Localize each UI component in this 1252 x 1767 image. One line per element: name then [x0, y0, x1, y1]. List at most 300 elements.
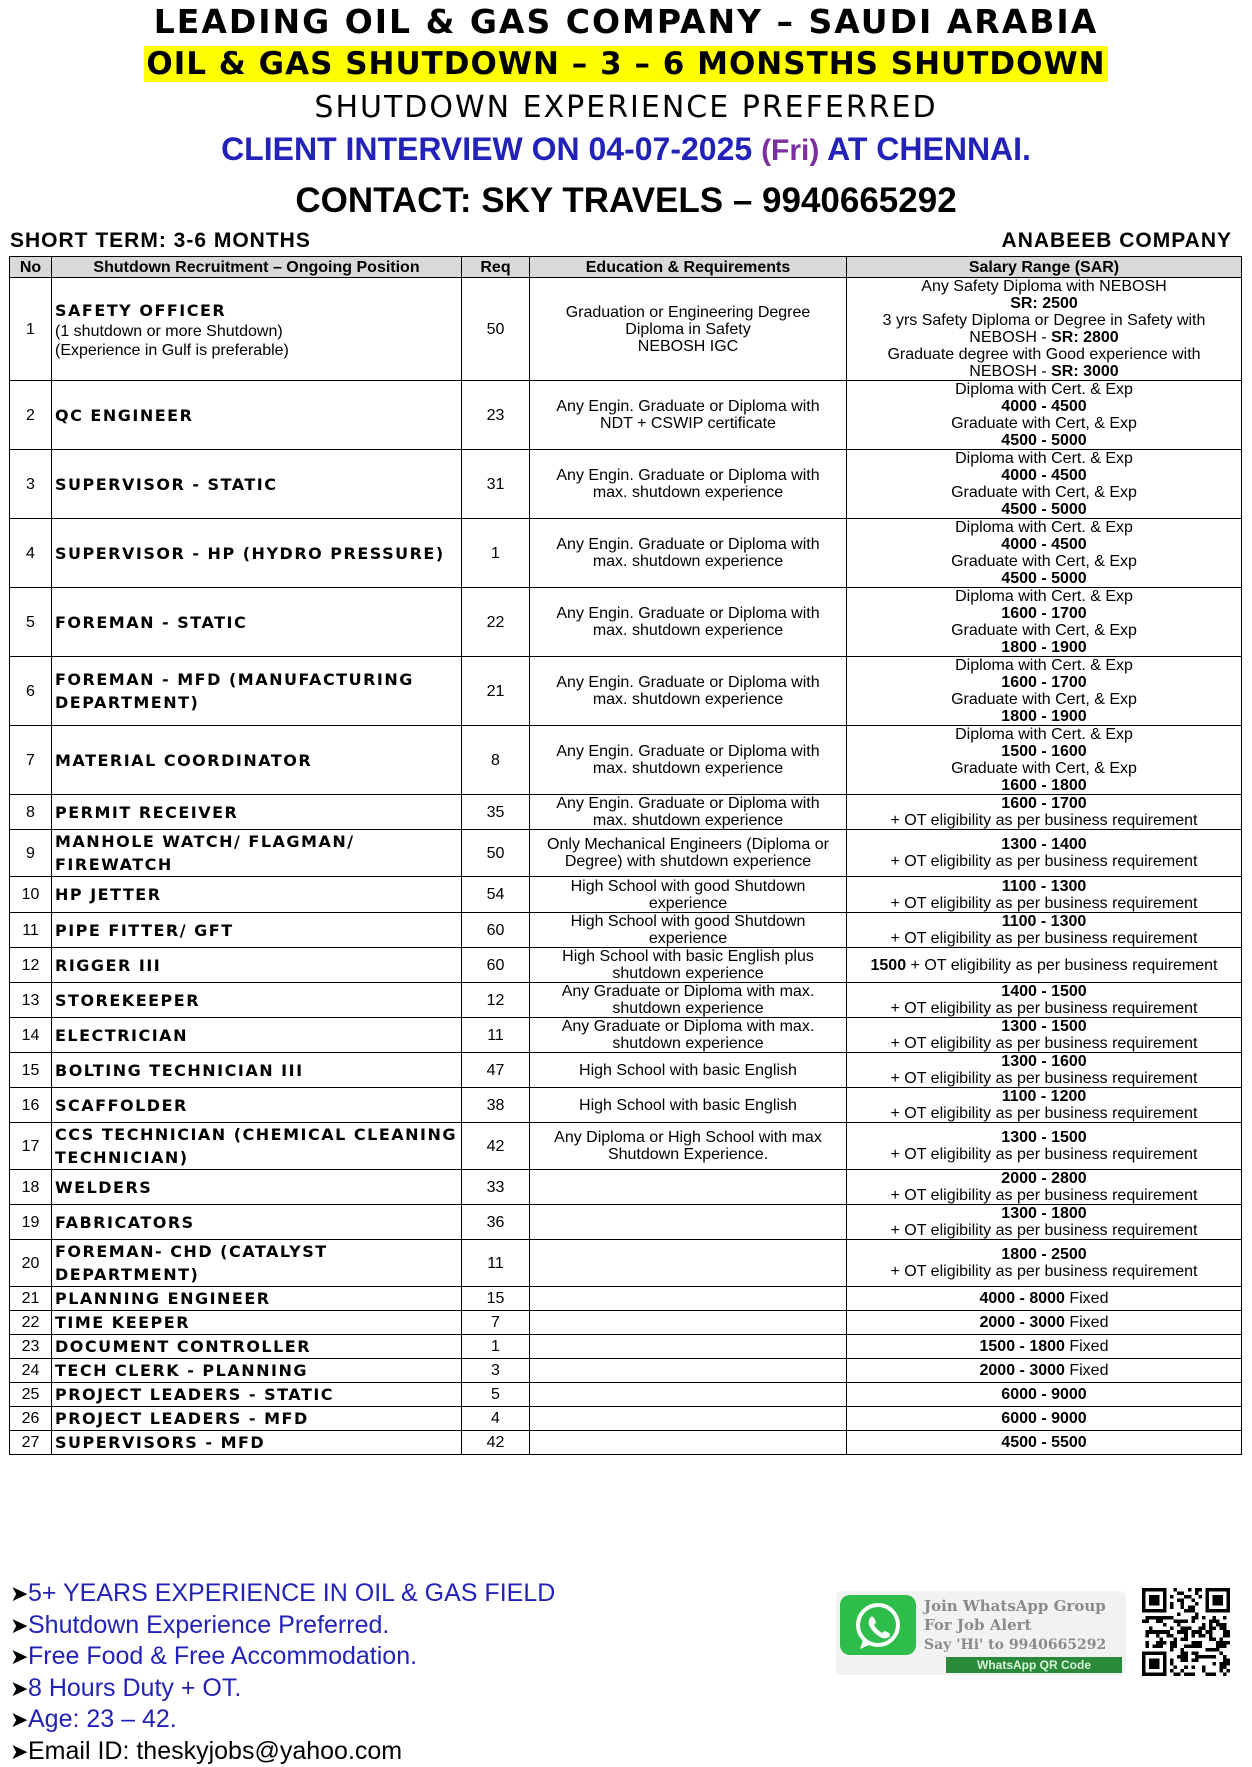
position-title: PIPE FITTER/ GFT [55, 919, 461, 942]
qr-module [1170, 1602, 1174, 1606]
qr-module [1181, 1602, 1185, 1606]
header-salary: Salary Range (SAR) [847, 257, 1242, 278]
education-line: Any Engin. Graduate or Diploma with [534, 398, 842, 415]
qr-module [1170, 1669, 1174, 1673]
header-req: Req [462, 257, 530, 278]
whatsapp-badge[interactable] [836, 1591, 1126, 1675]
row-number: 6 [10, 657, 52, 726]
salary-cell [847, 877, 1242, 913]
salary-note: Fixed [1065, 1314, 1109, 1331]
salary-cell [847, 278, 1242, 381]
salary-line [849, 657, 1239, 674]
education-line: shutdown experience [534, 1000, 842, 1017]
education-line: max. shutdown experience [534, 760, 842, 777]
salary-amount: 4000 - 4500 [1001, 398, 1086, 415]
education-line: Shutdown Experience. [534, 1146, 842, 1163]
education-line: NEBOSH IGC [534, 338, 842, 355]
qr-code-icon[interactable] [1142, 1588, 1230, 1676]
education-line: NDT + CSWIP certificate [534, 415, 842, 432]
qr-module [1181, 1606, 1185, 1610]
salary-note: + OT eligibility as per business requirement [891, 1187, 1198, 1204]
qr-module [1202, 1627, 1206, 1631]
qr-module [1156, 1616, 1160, 1620]
education-line: Graduation or Engineering Degree [534, 304, 842, 321]
qr-module [1212, 1616, 1216, 1620]
table-row [10, 948, 1242, 983]
required-count: 4 [462, 1407, 530, 1431]
salary-amount: 1100 - 1200 [1002, 1088, 1087, 1105]
qr-module [1223, 1658, 1227, 1662]
salary-line [849, 1314, 1239, 1331]
qr-module [1156, 1644, 1160, 1648]
qr-module [1167, 1630, 1171, 1634]
salary-line [849, 1170, 1239, 1187]
whatsapp-banner: WhatsApp QR Code [977, 1658, 1091, 1672]
qr-module [1146, 1616, 1150, 1620]
qr-module [1149, 1658, 1160, 1669]
qr-module [1195, 1588, 1199, 1592]
salary-cell [847, 795, 1242, 830]
qr-module [1177, 1623, 1181, 1627]
qr-module [1184, 1595, 1188, 1599]
qr-module [1191, 1651, 1195, 1655]
education-cell [530, 1383, 847, 1407]
salary-note: + OT eligibility as per business requirement [891, 1146, 1198, 1163]
qr-module [1195, 1630, 1199, 1634]
qr-module [1195, 1655, 1199, 1659]
salary-amount: 1400 - 1500 [1001, 983, 1086, 1000]
education-cell [530, 450, 847, 519]
qr-module [1188, 1595, 1192, 1599]
qr-module [1184, 1634, 1188, 1638]
salary-line [849, 312, 1239, 329]
salary-note: Diploma with Cert. & Exp [955, 726, 1133, 743]
qr-module [1191, 1665, 1195, 1669]
table-row [10, 795, 1242, 830]
education-cell [530, 1431, 847, 1455]
qr-module [1156, 1634, 1160, 1638]
qr-module [1226, 1630, 1230, 1634]
qr-module [1219, 1651, 1223, 1655]
row-number: 7 [10, 726, 52, 795]
row-number: 10 [10, 877, 52, 913]
salary-line [849, 691, 1239, 708]
row-number: 25 [10, 1383, 52, 1407]
arrow-icon: ➤ [10, 1674, 28, 1705]
position-cell [52, 948, 462, 983]
header-no: No [10, 257, 52, 278]
interview-prefix: CLIENT INTERVIEW ON [221, 131, 580, 167]
salary-amount: 4500 - 5000 [1001, 570, 1086, 587]
row-number: 5 [10, 588, 52, 657]
position-cell [52, 278, 462, 381]
qr-module [1163, 1630, 1167, 1634]
salary-amount: SR: 3000 [1051, 363, 1119, 380]
salary-amount: 1500 - 1800 [980, 1338, 1065, 1355]
education-line: max. shutdown experience [534, 484, 842, 501]
row-number: 2 [10, 381, 52, 450]
table-row [10, 1311, 1242, 1335]
position-title: FOREMAN - MFD (MANUFACTURING DEPARTMENT) [55, 668, 461, 714]
qr-module [1219, 1623, 1223, 1627]
qr-module [1216, 1644, 1220, 1648]
salary-line [849, 1205, 1239, 1222]
table-row [10, 877, 1242, 913]
salary-line [849, 398, 1239, 415]
qr-module [1146, 1634, 1150, 1638]
position-cell [52, 1287, 462, 1311]
qr-module [1184, 1630, 1188, 1634]
required-count: 7 [462, 1311, 530, 1335]
salary-note: Diploma with Cert. & Exp [955, 450, 1133, 467]
salary-note: Graduate with Cert, & Exp [951, 622, 1137, 639]
salary-line [849, 1290, 1239, 1307]
table-row [10, 1088, 1242, 1123]
education-cell [530, 1170, 847, 1205]
position-cell [52, 1383, 462, 1407]
required-count: 50 [462, 278, 530, 381]
qr-module [1156, 1641, 1160, 1645]
qr-module [1219, 1662, 1223, 1666]
qr-module [1188, 1588, 1192, 1592]
salary-cell [847, 726, 1242, 795]
row-number: 11 [10, 913, 52, 948]
education-line: Any Engin. Graduate or Diploma with [534, 743, 842, 760]
table-row [10, 913, 1242, 948]
salary-note: Graduate degree with Good experience with [887, 346, 1200, 363]
qr-module [1146, 1620, 1150, 1624]
qr-module [1198, 1595, 1202, 1599]
required-count: 1 [462, 1335, 530, 1359]
position-cell [52, 983, 462, 1018]
qr-module [1212, 1648, 1216, 1652]
salary-amount: 4000 - 4500 [1001, 536, 1086, 553]
salary-note: + OT eligibility as per business requirement [891, 1222, 1198, 1239]
qr-module [1209, 1637, 1213, 1641]
footer-bullet [10, 1641, 555, 1673]
qr-module [1160, 1637, 1164, 1641]
position-cell [52, 877, 462, 913]
salary-line [849, 1035, 1239, 1052]
arrow-icon: ➤ [10, 1705, 28, 1736]
qr-module [1226, 1641, 1230, 1645]
salary-amount: 1500 - 1600 [1001, 743, 1086, 760]
required-count: 1 [462, 519, 530, 588]
position-title: SUPERVISOR - STATIC [55, 473, 461, 496]
table-row [10, 1335, 1242, 1359]
required-count: 47 [462, 1053, 530, 1088]
salary-line [849, 484, 1239, 501]
qr-module [1212, 1662, 1216, 1666]
position-title: PROJECT LEADERS - MFD [55, 1407, 461, 1430]
required-count: 21 [462, 657, 530, 726]
salary-cell [847, 519, 1242, 588]
table-row [10, 1431, 1242, 1455]
salary-line [849, 605, 1239, 622]
qr-module [1188, 1606, 1192, 1610]
qr-module [1170, 1595, 1174, 1599]
table-row [10, 983, 1242, 1018]
qr-module [1205, 1630, 1209, 1634]
education-cell [530, 1287, 847, 1311]
qr-module [1191, 1644, 1195, 1648]
position-title: SUPERVISOR - HP (HYDRO PRESSURE) [55, 542, 461, 565]
salary-cell [847, 830, 1242, 877]
required-count: 60 [462, 948, 530, 983]
education-line: High School with good Shutdown [534, 913, 842, 930]
salary-amount: 1300 - 1800 [1001, 1205, 1086, 1222]
qr-module [1181, 1599, 1185, 1603]
education-line: Only Mechanical Engineers (Diploma or [534, 836, 842, 853]
table-row [10, 1287, 1242, 1311]
salary-cell [847, 450, 1242, 519]
table-body [10, 278, 1242, 1455]
qr-module [1219, 1641, 1223, 1645]
salary-line [849, 639, 1239, 656]
salary-cell [847, 1123, 1242, 1170]
qr-module [1149, 1630, 1153, 1634]
qr-module [1181, 1651, 1185, 1655]
email-text[interactable]: Email ID: theskyjobs@yahoo.com [28, 1737, 402, 1765]
qr-module [1202, 1616, 1206, 1620]
interview-day: (Fri) [761, 134, 819, 167]
qr-module [1163, 1641, 1167, 1645]
row-number: 9 [10, 830, 52, 877]
row-number: 23 [10, 1335, 52, 1359]
qr-module [1177, 1613, 1181, 1617]
salary-cell [847, 1431, 1242, 1455]
salary-line [849, 878, 1239, 895]
salary-note: Diploma with Cert. & Exp [955, 588, 1133, 605]
qr-module [1170, 1658, 1174, 1662]
qr-module [1146, 1644, 1150, 1648]
position-cell [52, 1359, 462, 1383]
salary-cell [847, 983, 1242, 1018]
salary-amount: 1600 - 1700 [1001, 674, 1086, 691]
qr-module [1195, 1651, 1199, 1655]
table-row [10, 1407, 1242, 1431]
qr-module [1223, 1665, 1227, 1669]
salary-line [849, 957, 1239, 974]
education-cell [530, 795, 847, 830]
salary-line [849, 588, 1239, 605]
qr-module [1184, 1655, 1188, 1659]
salary-note: + OT eligibility as per business requirement [891, 1263, 1198, 1280]
salary-line [849, 853, 1239, 870]
qr-module [1195, 1602, 1199, 1606]
qr-module [1191, 1606, 1195, 1610]
qr-module [1223, 1627, 1227, 1631]
header-education: Education & Requirements [530, 257, 847, 278]
position-cell [52, 450, 462, 519]
table-row [10, 381, 1242, 450]
position-cell [52, 795, 462, 830]
interview-date: 04-07-2025 [588, 131, 752, 167]
salary-note: Diploma with Cert. & Exp [955, 519, 1133, 536]
salary-cell [847, 1383, 1242, 1407]
qr-module [1195, 1592, 1199, 1596]
qr-module [1198, 1655, 1202, 1659]
row-number: 24 [10, 1359, 52, 1383]
required-count: 50 [462, 830, 530, 877]
qr-module [1184, 1658, 1188, 1662]
position-title: BOLTING TECHNICIAN III [55, 1059, 461, 1082]
salary-note: + OT eligibility as per business requirement [891, 895, 1198, 912]
qr-module [1184, 1665, 1188, 1669]
row-number: 3 [10, 450, 52, 519]
qr-module [1223, 1623, 1227, 1627]
salary-line [849, 760, 1239, 777]
salary-line [849, 777, 1239, 794]
qr-module [1160, 1616, 1164, 1620]
footer-bullet-text: Age: 23 – 42. [28, 1705, 177, 1733]
position-title: STOREKEEPER [55, 989, 461, 1012]
qr-module [1177, 1592, 1181, 1596]
qr-module [1219, 1637, 1223, 1641]
qr-module [1160, 1644, 1164, 1648]
salary-note: Graduate with Cert, & Exp [951, 553, 1137, 570]
qr-module [1170, 1641, 1174, 1645]
qr-module [1212, 1655, 1216, 1659]
qr-module [1184, 1672, 1188, 1676]
salary-note: + OT eligibility as per business requirement [891, 1035, 1198, 1052]
position-cell [52, 913, 462, 948]
education-line: High School with basic English [534, 1097, 842, 1114]
row-number: 27 [10, 1431, 52, 1455]
position-title: SUPERVISORS - MFD [55, 1431, 461, 1454]
row-number: 1 [10, 278, 52, 381]
qr-module [1191, 1658, 1195, 1662]
footer-bullet [10, 1610, 555, 1642]
qr-module [1181, 1620, 1185, 1624]
salary-cell [847, 657, 1242, 726]
qr-module [1226, 1658, 1230, 1662]
salary-line [849, 346, 1239, 363]
qr-module [1174, 1665, 1178, 1669]
salary-note: NEBOSH - [969, 363, 1051, 380]
salary-amount: 4500 - 5000 [1001, 432, 1086, 449]
position-cell [52, 1018, 462, 1053]
position-cell [52, 1205, 462, 1240]
qr-module [1205, 1655, 1209, 1659]
required-count: 5 [462, 1383, 530, 1407]
qr-module [1142, 1620, 1146, 1624]
table-row [10, 1170, 1242, 1205]
position-title: FABRICATORS [55, 1211, 461, 1234]
footer-bullet [10, 1578, 555, 1610]
whatsapp-line2: For Job Alert [924, 1616, 1032, 1634]
salary-line [849, 1088, 1239, 1105]
education-cell [530, 1407, 847, 1431]
position-cell [52, 1335, 462, 1359]
position-title: TIME KEEPER [55, 1311, 461, 1334]
salary-line [849, 1053, 1239, 1070]
position-title: DOCUMENT CONTROLLER [55, 1335, 461, 1358]
required-count: 31 [462, 450, 530, 519]
positions-table [9, 256, 1242, 1455]
education-cell [530, 1359, 847, 1383]
qr-module [1219, 1669, 1223, 1673]
salary-cell [847, 1287, 1242, 1311]
table-row [10, 278, 1242, 381]
position-cell [52, 1407, 462, 1431]
salary-line [849, 519, 1239, 536]
salary-note: + OT eligibility as per business requirement [891, 853, 1198, 870]
interview-heading [0, 131, 1252, 168]
position-cell [52, 588, 462, 657]
salary-amount: 6000 - 9000 [1001, 1410, 1086, 1427]
qr-module [1216, 1623, 1220, 1627]
qr-module [1177, 1655, 1181, 1659]
footer-bullet-text: Shutdown Experience Preferred. [28, 1611, 389, 1639]
salary-line [849, 1338, 1239, 1355]
qr-module [1184, 1644, 1188, 1648]
qr-module [1191, 1630, 1195, 1634]
footer-bullet-text: Free Food & Free Accommodation. [28, 1642, 417, 1670]
salary-amount: 1500 [871, 957, 907, 974]
qr-module [1153, 1616, 1157, 1620]
salary-line [849, 622, 1239, 639]
salary-note: + OT eligibility as per business requirement [906, 957, 1217, 974]
salary-line [849, 913, 1239, 930]
table-row [10, 726, 1242, 795]
qr-module [1184, 1609, 1188, 1613]
education-line: High School with good Shutdown [534, 878, 842, 895]
qr-module [1226, 1669, 1230, 1673]
qr-module [1174, 1620, 1178, 1624]
qr-module [1198, 1588, 1202, 1592]
qr-module [1219, 1644, 1223, 1648]
qr-module [1216, 1648, 1220, 1652]
position-title: CCS TECHNICIAN (CHEMICAL CLEANING TECHNICIAN) [55, 1123, 461, 1169]
salary-line [849, 836, 1239, 853]
salary-note: + OT eligibility as per business requirement [891, 1000, 1198, 1017]
position-cell [52, 381, 462, 450]
table-row [10, 450, 1242, 519]
education-line: Any Engin. Graduate or Diploma with [534, 536, 842, 553]
qr-module [1181, 1592, 1185, 1596]
company-label: ANABEEB COMPANY [1002, 229, 1232, 253]
qr-module [1191, 1634, 1195, 1638]
education-line: Any Diploma or High School with max [534, 1129, 842, 1146]
qr-module [1212, 1595, 1223, 1606]
salary-amount: 4000 - 4500 [1001, 467, 1086, 484]
education-cell [530, 278, 847, 381]
salary-amount: 6000 - 9000 [1001, 1386, 1086, 1403]
qr-module [1209, 1620, 1213, 1624]
salary-cell [847, 913, 1242, 948]
table-row [10, 1383, 1242, 1407]
salary-amount: 1600 - 1800 [1001, 777, 1086, 794]
whatsapp-line1: Join WhatsApp Group [922, 1597, 1106, 1615]
table-row [10, 830, 1242, 877]
salary-amount: 1300 - 1600 [1001, 1053, 1086, 1070]
education-cell [530, 1088, 847, 1123]
qr-module [1226, 1634, 1230, 1638]
salary-note: Diploma with Cert. & Exp [955, 381, 1133, 398]
required-count: 11 [462, 1018, 530, 1053]
education-line: experience [534, 895, 842, 912]
salary-cell [847, 1240, 1242, 1287]
footer-email[interactable] [10, 1736, 555, 1767]
position-title: FOREMAN- CHD (CATALYST DEPARTMENT) [55, 1240, 461, 1286]
position-note: (Experience in Gulf is preferable) [55, 341, 461, 360]
row-number: 13 [10, 983, 52, 1018]
salary-line [849, 1129, 1239, 1146]
qr-module [1223, 1672, 1227, 1676]
qr-module [1170, 1616, 1174, 1620]
education-line: Any Engin. Graduate or Diploma with [534, 795, 842, 812]
